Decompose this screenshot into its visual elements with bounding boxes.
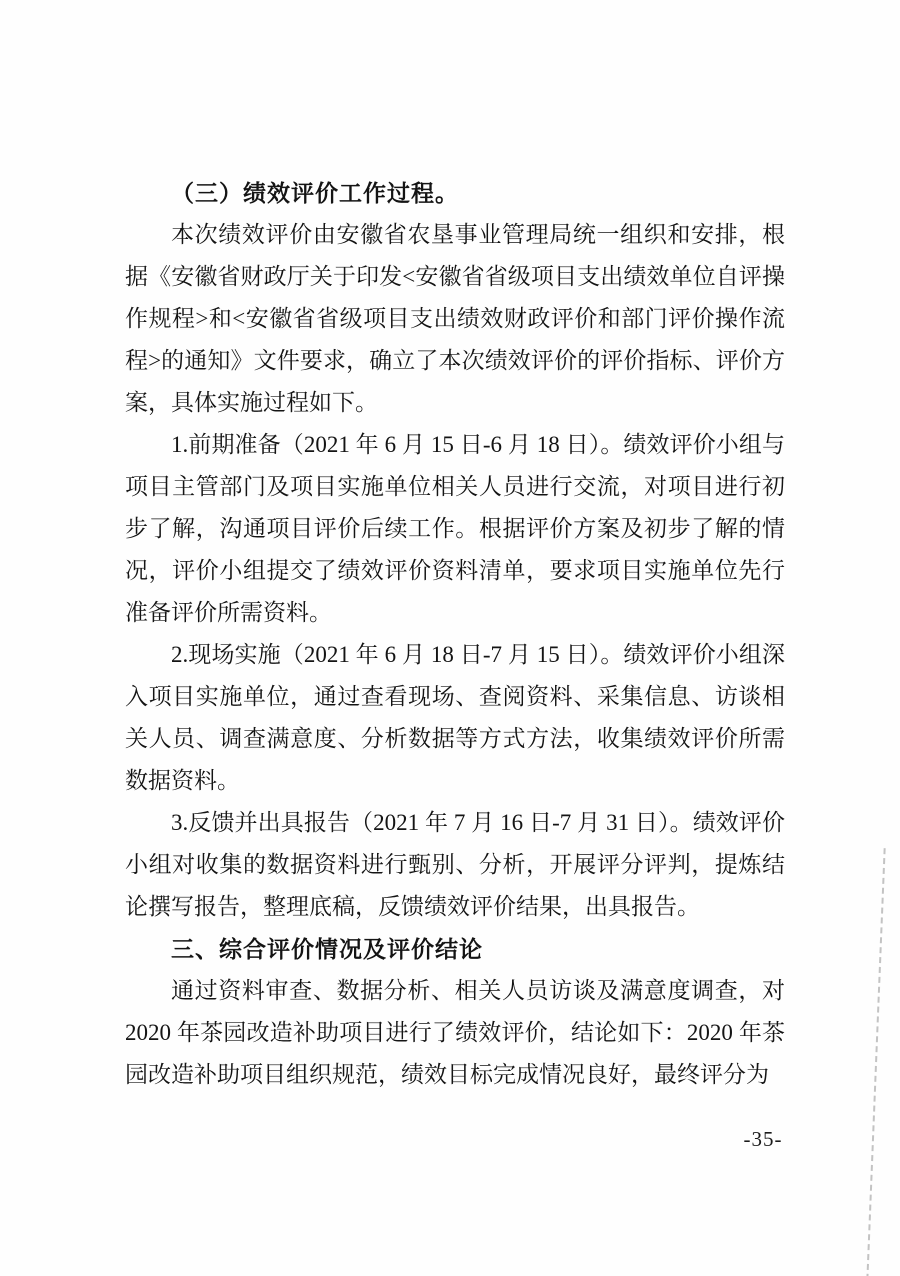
paragraph-step-1-preparation: 1.前期准备（2021 年 6 月 15 日-6 月 18 日）。绩效评价小组与项目主管部门及项目实施单位相关人员进行交流，对项目进行初步了解，沟通项目评价后续工作。根据评价方案及初步了解的情况，评价小组提交了绩效评价资料清单，要求项目实施单位先行准备评价所需资料。 — [125, 432, 785, 625]
paragraph-step-3-feedback-report: 3.反馈并出具报告（2021 年 7 月 16 日-7 月 31 日）。绩效评价小组对收集的数据资料进行甄别、分析，开展评分评判，提炼结论撰写报告，整理底稿，反馈绩效评价结果，出具报告。 — [125, 810, 785, 919]
scan-artifact-line — [866, 848, 885, 1276]
document-body — [125, 172, 785, 1096]
paragraph-evaluation-basis: 本次绩效评价由安徽省农垦事业管理局统一组织和安排，根据《安徽省财政厅关于印发<安徽省省级项目支出绩效单位自评操作规程>和<安徽省省级项目支出绩效财政评价和部门评价操作流程>的通知》文件要求，确立了本次绩效评价的评价指标、评价方案，具体实施过程如下。 — [125, 222, 785, 415]
paragraph-evaluation-conclusion: 通过资料审查、数据分析、相关人员访谈及满意度调查，对 2020 年茶园改造补助项目进行了绩效评价，结论如下：2020 年茶园改造补助项目组织规范，绩效目标完成情况良好，最终评分为 — [125, 978, 785, 1087]
page-number: -35- — [743, 1127, 783, 1151]
section-heading-evaluation-process: （三）绩效评价工作过程。 — [171, 180, 459, 206]
section-heading-comprehensive-conclusion: 三、综合评价情况及评价结论 — [171, 936, 483, 962]
paragraph-step-2-onsite-implementation: 2.现场实施（2021 年 6 月 18 日-7 月 15 日）。绩效评价小组深入项目实施单位，通过查看现场、查阅资料、采集信息、访谈相关人员、调查满意度、分析数据等方式方法，收集绩效评价所需数据资料。 — [125, 642, 785, 793]
